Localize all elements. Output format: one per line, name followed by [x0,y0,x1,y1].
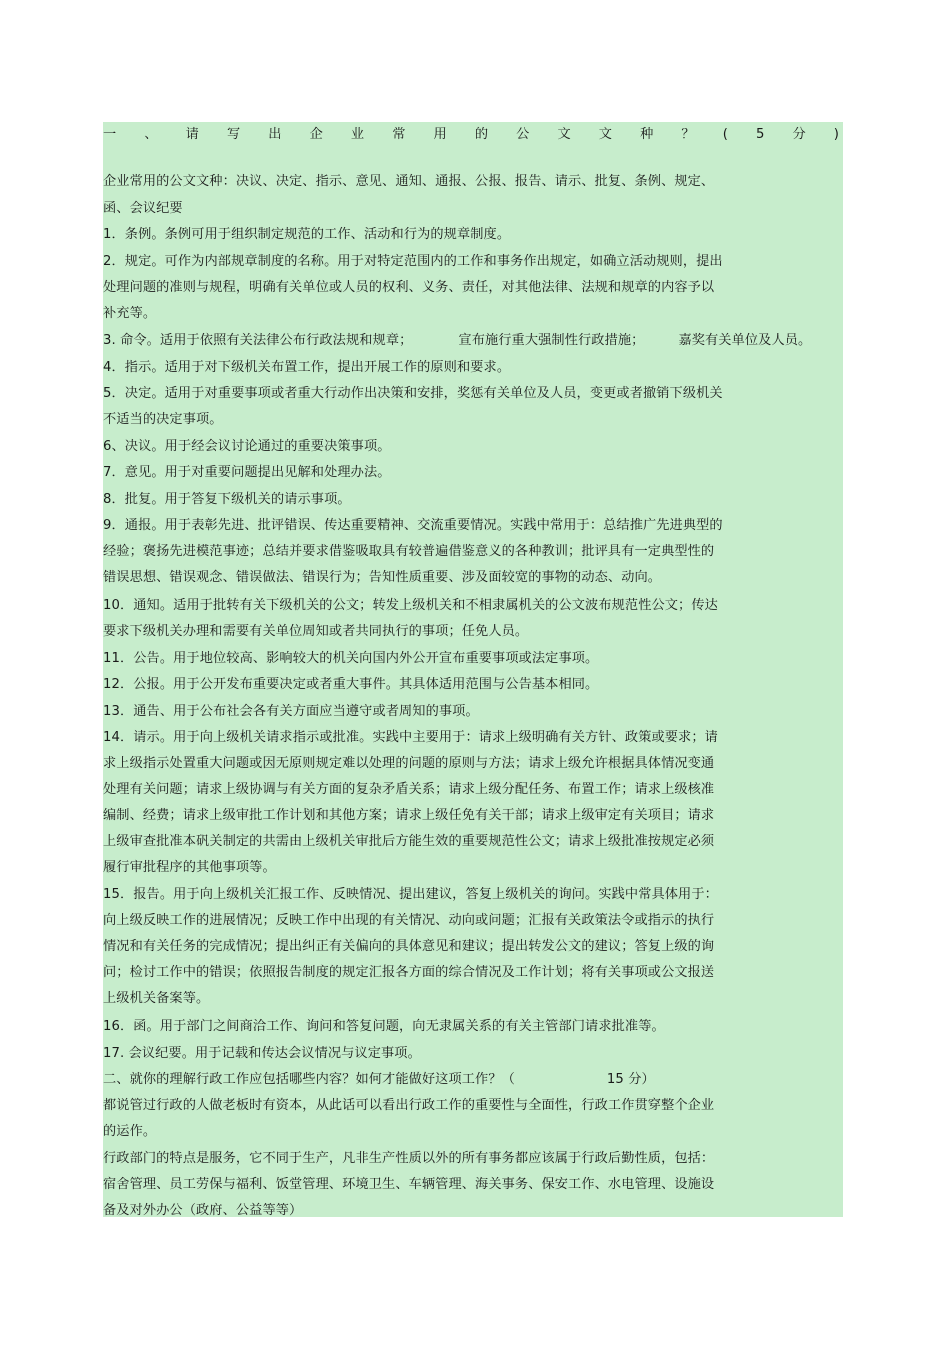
paragraph-line: 宿舍管理、员工劳保与福利、饭堂管理、环境卫生、车辆管理、海关事务、保安工作、水电管理、设施设 [103,1177,715,1192]
list-item: 补充等。 [103,306,157,321]
list-item: 求上级指示处置重大问题或因无原则规定难以处理的问题的原则与方法；请求上级允许根据具体情况变通 [103,756,715,771]
list-item: 14．请示。用于向上级机关请求指示或批准。实践中主要用于：请求上级明确有关方针、政策或要求；请 [103,730,718,745]
list-item: 处理有关问题；请求上级协调与有关方面的复杂矛盾关系；请求上级分配任务、布置工作；请求上级核准 [103,782,715,797]
list-item: 16．函。用于部门之间商洽工作、询问和答复问题，向无隶属关系的有关主管部门请求批准等。 [103,1019,665,1034]
list-item: 向上级反映工作的进展情况；反映工作中出现的有关情况、动向或问题；汇报有关政策法令或指示的执行 [103,913,715,928]
list-item [103,332,811,350]
title-char: 常 [392,127,406,142]
list-item: 13．通告、用于公布社会各有关方面应当遵守或者周知的事项。 [103,704,479,719]
list-item: 2．规定。可作为内部规章制度的名称。用于对特定范围内的工作和事务作出规定，如确立活动规则，提出 [103,254,723,269]
title-char: 5 [755,127,765,142]
title-char: 文 [557,127,571,142]
list-item: 15．报告。用于向上级机关汇报工作、反映情况、提出建议，答复上级机关的询问。实践中常具体用于： [103,887,718,902]
intro-line: 企业常用的公文文种：决议、决定、指示、意见、通知、通报、公报、报告、请示、批复、条例、规定、 [103,174,715,189]
title-char: ( [722,127,728,142]
title-char: 写 [226,127,241,142]
list-item: 4．指示。适用于对下级机关布置工作，提出开展工作的原则和要求。 [103,360,511,375]
title-char: 企 [309,127,323,142]
question-2-title-text: 二、就你的理解行政工作应包括哪些内容？如何才能做好这项工作？（ [103,1072,515,1087]
question-2-score: 15 分） [606,1072,655,1087]
list-item: 上级机关备案等。 [103,991,210,1006]
title-char: 一 [103,127,117,142]
paragraph-line: 的运作。 [103,1124,157,1139]
list-item: 经验；褒扬先进模范事迹；总结并要求借鉴吸取具有较普遍借鉴意义的各种教训；批评具有一定典型性的 [103,544,715,559]
list-item: 错误思想、错误观念、错误做法、错误行为；告知性质重要、涉及面较宽的事物的动态、动向。 [103,570,662,585]
list-item: 编制、经费；请求上级审批工作计划和其他方案；请求上级任免有关干部；请求上级审定有关项目；请求 [103,808,715,823]
list-item: 11．公告。用于地位较高、影响较大的机关向国内外公开宣布重要事项或法定事项。 [103,651,599,666]
question-1-title [103,126,839,144]
title-char: ) [833,127,839,142]
paragraph-line: 都说管过行政的人做老板时有资本，从此话可以看出行政工作的重要性与全面性，行政工作贯穿整个企业 [103,1098,715,1113]
list-item: 9．通报。用于表彰先进、批评错误、传达重要精神、交流重要情况。实践中常用于：总结推广先进典型的 [103,518,723,533]
list-item: 8．批复。用于答复下级机关的请示事项。 [103,492,351,507]
title-char: 业 [350,127,365,142]
list-item: 不适当的决定事项。 [103,412,223,427]
intro-line: 函、会议纪要 [103,201,183,216]
list-item: 上级审查批准本矾关制定的共需由上级机关审批后方能生效的重要规范性公文；请求上级批准按规定必须 [103,834,715,849]
list-item: 5．决定。适用于对重要事项或者重大行动作出决策和安排，奖惩有关单位及人员，变更或者撤销下级机关 [103,386,723,401]
list-item: 7．意见。用于对重要问题提出见解和处理办法。 [103,465,391,480]
item-3-part: 嘉奖有关单位及人员。 [678,333,812,348]
list-item: 1．条例。条例可用于组织制定规范的工作、活动和行为的规章制度。 [103,227,511,242]
list-item: 6、决议。用于经会议讨论通过的重要决策事项。 [103,439,391,454]
list-item: 履行审批程序的其他事项等。 [103,860,276,875]
list-item: 问；检讨工作中的错误；依照报告制度的规定汇报各方面的综合情况及工作计划；将有关事项或公文报送 [103,965,715,980]
title-char: 分 [792,127,806,142]
title-char: 种 [640,127,654,142]
title-char: ？ [681,127,695,142]
title-char: 公 [516,127,530,142]
list-item: 12．公报。用于公开发布重要决定或者重大事件。其具体适用范围与公告基本相同。 [103,677,599,692]
item-3-part: 宣布施行重大强制性行政措施； [458,333,645,348]
title-char: 用 [433,127,447,142]
title-char: 的 [474,127,488,142]
title-char: 出 [268,127,282,142]
question-2-title [103,1071,655,1089]
list-item: 17. 会议纪要。用于记载和传达会议情况与议定事项。 [103,1046,421,1061]
title-char: 文 [598,127,612,142]
list-item: 要求下级机关办理和需要有关单位周知或者共同执行的事项；任免人员。 [103,624,529,639]
title-char: 请 [185,127,199,142]
title-char: 、 [144,127,158,142]
list-item: 处理问题的准则与规程，明确有关单位或人员的权利、义务、责任，对其他法律、法规和规章的内容予以 [103,280,715,295]
paragraph-line: 行政部门的特点是服务，它不同于生产，凡非生产性质以外的所有事务都应该属于行政后勤性质，包括： [103,1151,715,1166]
paragraph-line: 备及对外办公（政府、公益等等） [103,1203,303,1218]
item-3-part: 3. 命令。适用于依照有关法律公布行政法规和规章； [103,333,413,348]
list-item: 情况和有关任务的完成情况；提出纠正有关偏向的具体意见和建议；提出转发公文的建议；答复上级的询 [103,939,715,954]
list-item: 10．通知。适用于批转有关下级机关的公文；转发上级机关和不相隶属机关的公文波布规范性公文；传达 [103,598,718,613]
